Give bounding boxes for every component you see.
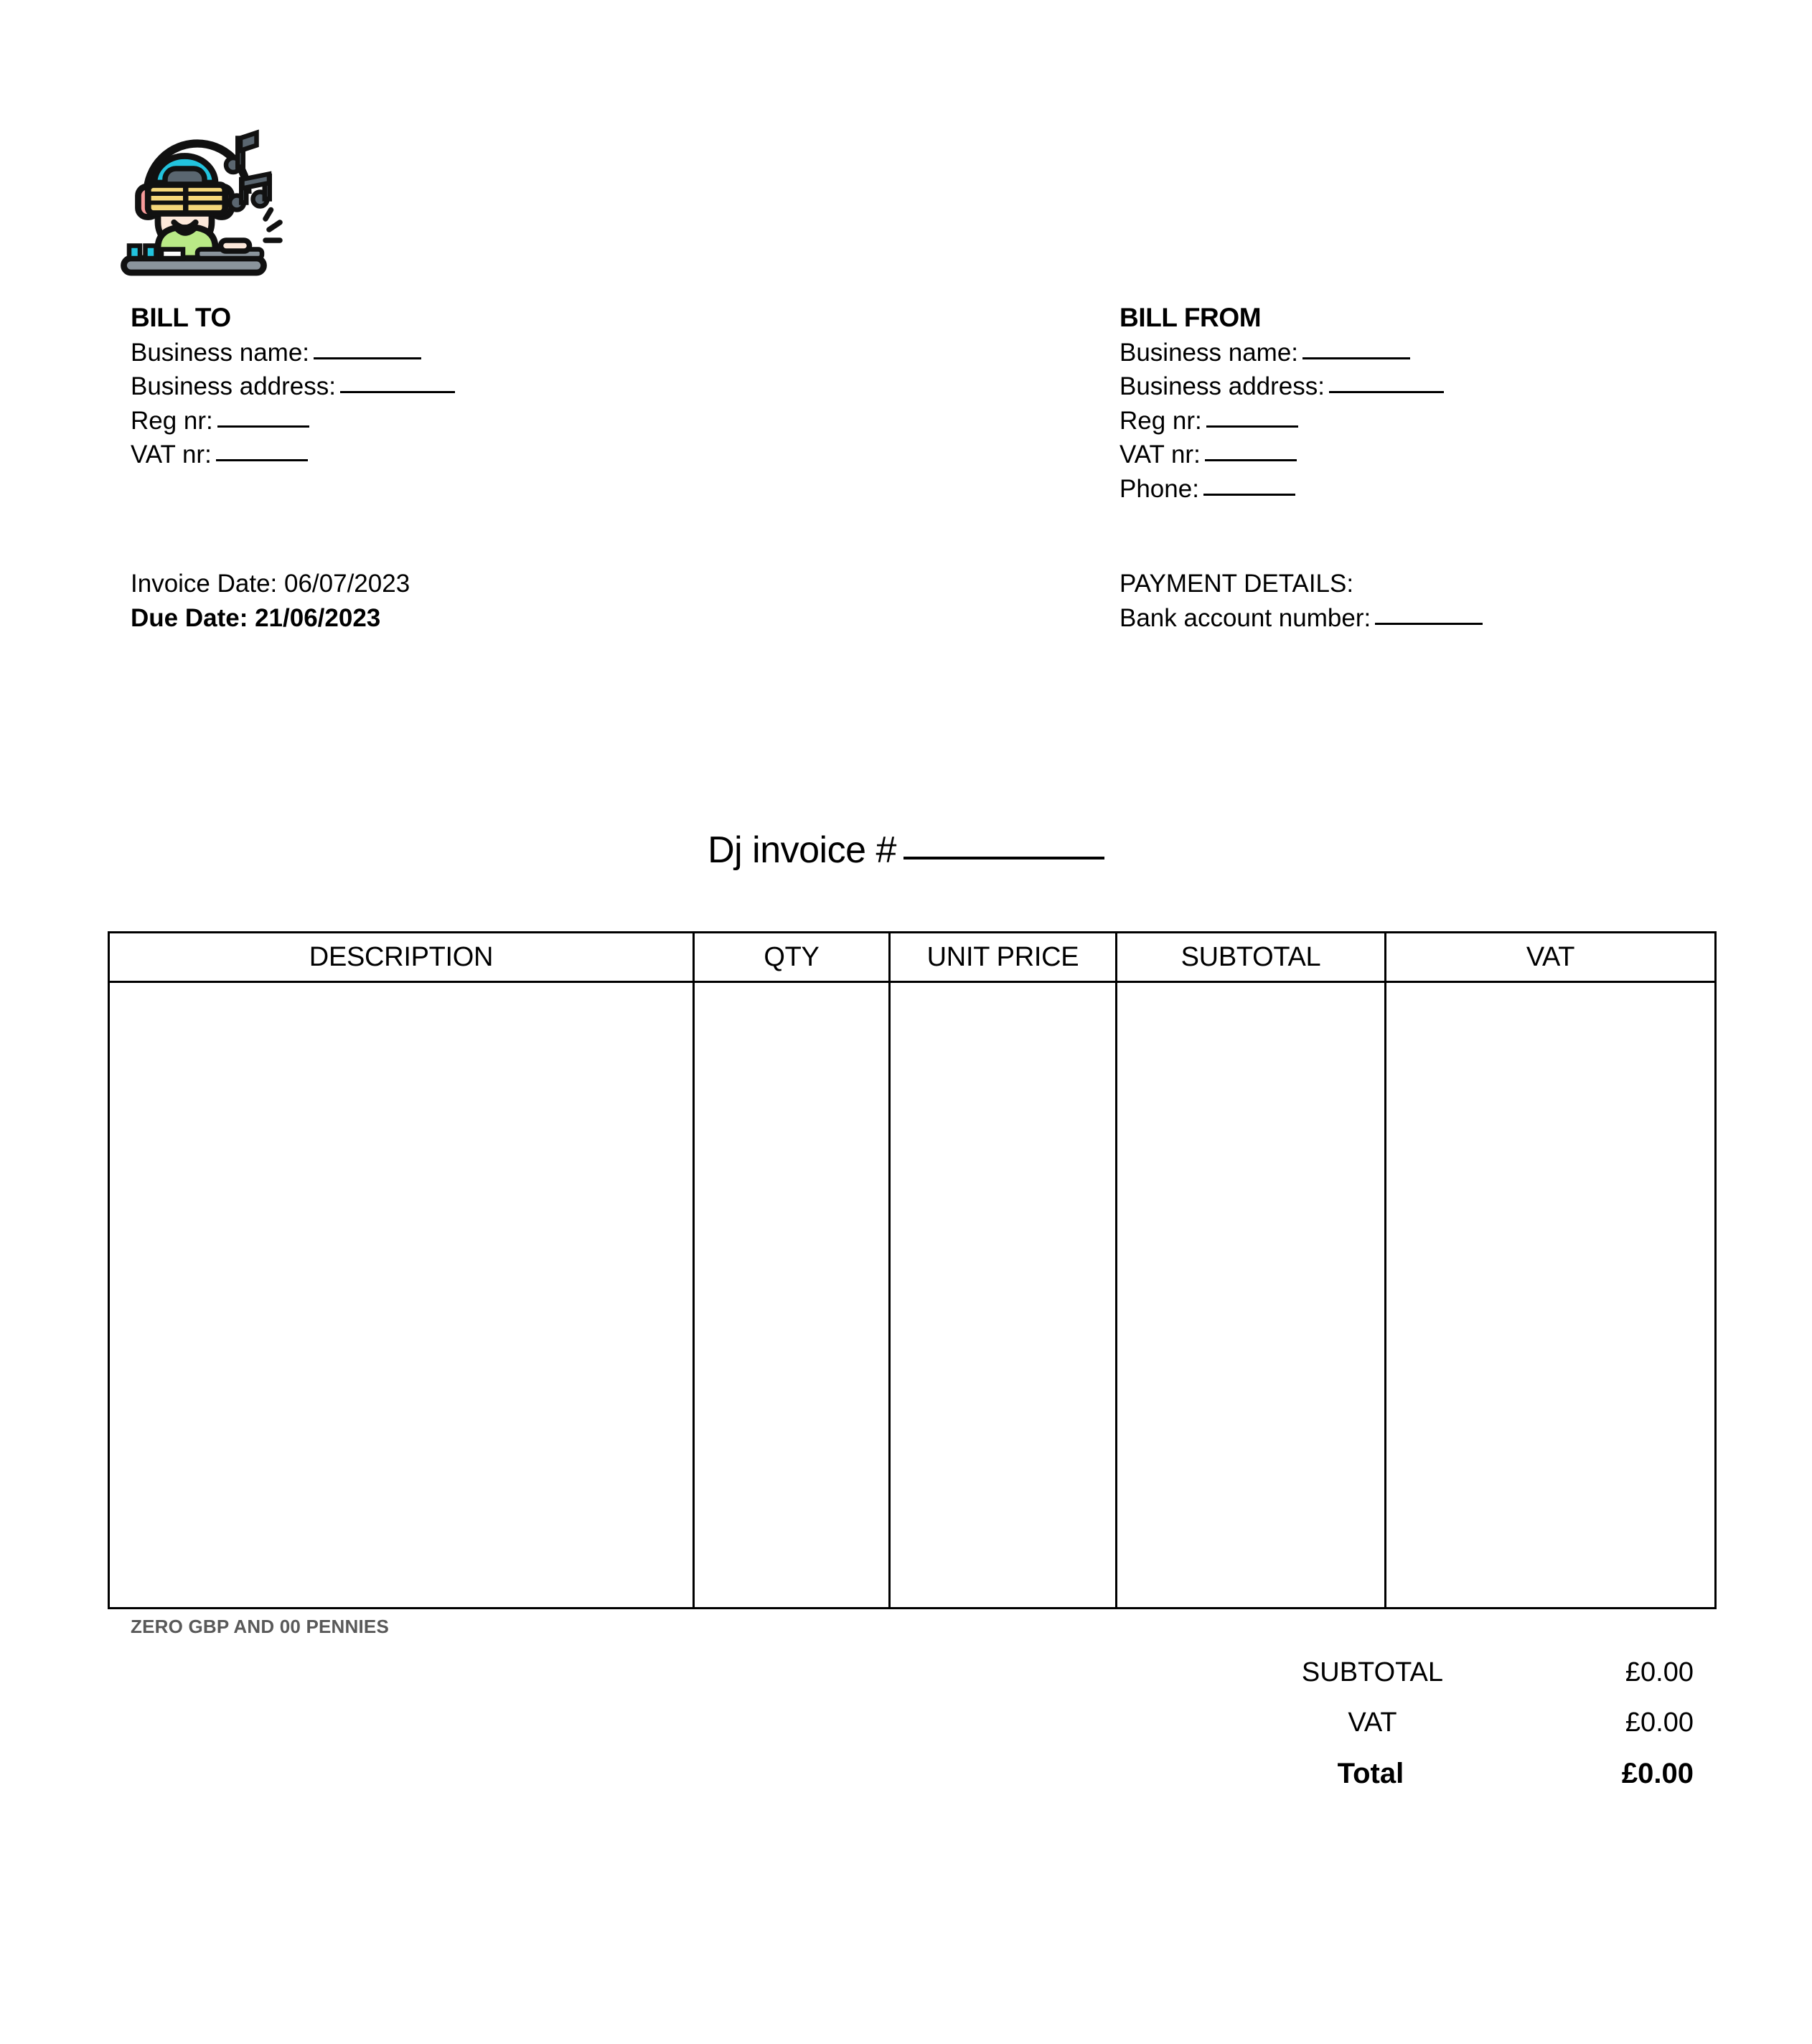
bill-from-vat-nr-field[interactable] <box>1205 459 1297 461</box>
totals-value-vat: £0.00 <box>1625 1708 1694 1738</box>
bill-from-phone-row <box>1119 472 1444 507</box>
bill-to-business-name-label: Business name: <box>131 338 310 367</box>
bill-from-business-address-label: Business address: <box>1119 372 1325 401</box>
totals-label-vat: VAT <box>1348 1708 1397 1738</box>
bill-from-business-address-row <box>1119 369 1444 404</box>
totals-row-subtotal <box>1119 1657 1694 1708</box>
bill-from-heading: BILL FROM <box>1119 303 1262 332</box>
totals-value-total: £0.00 <box>1621 1758 1694 1789</box>
column-header-qty: QTY <box>694 933 890 982</box>
column-header-vat: VAT <box>1386 933 1716 982</box>
totals-row-total <box>1119 1758 1694 1808</box>
bill-from-reg-nr-field[interactable] <box>1206 425 1298 428</box>
bill-to-business-name-row <box>131 336 455 370</box>
payment-details-section <box>1119 567 1483 635</box>
bank-account-label: Bank account number: <box>1119 603 1371 632</box>
dj-logo-icon <box>108 100 287 280</box>
bill-from-business-name-label: Business name: <box>1119 338 1299 367</box>
bill-to-vat-nr-row <box>131 438 455 472</box>
totals-label-total: Total <box>1337 1758 1404 1789</box>
column-header-unit-price: UNIT PRICE <box>890 933 1117 982</box>
totals-row-vat <box>1119 1708 1694 1758</box>
totals-section <box>1119 1657 1694 1808</box>
cell-description[interactable] <box>109 982 694 1609</box>
bill-to-reg-nr-row <box>131 404 455 438</box>
due-date: Due Date: 21/06/2023 <box>131 603 381 632</box>
invoice-date: Invoice Date: 06/07/2023 <box>131 570 410 598</box>
bill-from-vat-nr-row <box>1119 438 1444 472</box>
bill-from-phone-label: Phone: <box>1119 474 1199 503</box>
bill-to-reg-nr-label: Reg nr: <box>131 406 213 435</box>
bill-to-business-address-label: Business address: <box>131 372 336 401</box>
bill-to-reg-nr-field[interactable] <box>217 425 309 428</box>
bill-to-vat-nr-field[interactable] <box>216 459 308 461</box>
invoice-number-field[interactable] <box>903 857 1104 859</box>
bill-from-business-address-field[interactable] <box>1329 391 1444 393</box>
bill-to-heading: BILL TO <box>131 303 231 332</box>
bill-from-business-name-row <box>1119 336 1444 370</box>
bill-to-business-name-field[interactable] <box>314 357 421 359</box>
invoice-title-text: Dj invoice # <box>708 829 896 871</box>
cell-vat[interactable] <box>1386 982 1716 1609</box>
bill-to-section <box>131 300 455 472</box>
bill-from-phone-field[interactable] <box>1203 494 1295 496</box>
line-items-table <box>108 931 1717 1609</box>
bill-from-section <box>1119 300 1444 507</box>
bill-to-business-address-field[interactable] <box>340 391 455 393</box>
cell-subtotal[interactable] <box>1117 982 1386 1609</box>
amount-in-words: ZERO GBP AND 00 PENNIES <box>131 1616 390 1637</box>
column-header-description: DESCRIPTION <box>109 933 694 982</box>
bill-from-business-name-field[interactable] <box>1302 357 1410 359</box>
table-row <box>109 982 1716 1609</box>
bill-to-business-address-row <box>131 369 455 404</box>
payment-details-heading: PAYMENT DETAILS: <box>1119 570 1354 598</box>
bank-account-field[interactable] <box>1375 623 1483 625</box>
cell-unit-price[interactable] <box>890 982 1117 1609</box>
bill-from-reg-nr-row <box>1119 404 1444 438</box>
bank-account-row <box>1119 601 1483 636</box>
invoice-title <box>0 829 1812 872</box>
column-header-subtotal: SUBTOTAL <box>1117 933 1386 982</box>
cell-qty[interactable] <box>694 982 890 1609</box>
totals-value-subtotal: £0.00 <box>1625 1657 1694 1687</box>
bill-to-vat-nr-label: VAT nr: <box>131 441 212 469</box>
totals-label-subtotal: SUBTOTAL <box>1301 1657 1443 1687</box>
bill-from-vat-nr-label: VAT nr: <box>1119 441 1201 469</box>
bill-from-reg-nr-label: Reg nr: <box>1119 406 1202 435</box>
table-header-row <box>109 933 1716 982</box>
dates-section <box>131 567 410 635</box>
